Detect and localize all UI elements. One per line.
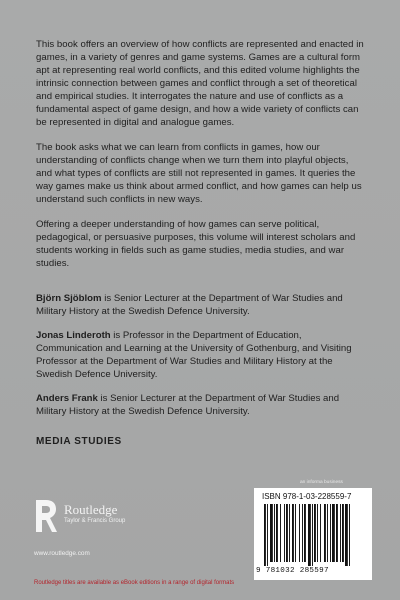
description-paragraph: Offering a deeper understanding of how games can serve political, pedagogical, or persuasive purposes, this volume will interest scholars and students working in fields such as game studies, media studies, and war studies. xyxy=(36,219,356,269)
description-paragraph: This book offers an overview of how conflicts are represented and enacted in games, in a variety of genres and game systems. Games are a cultural form apt at representing real world conflicts, and this edited volume highlights the intrinsic connection between games and conflict through a set of theoretical and empirical studies. It interrogates the nature and use of conflicts as a fundamental aspect of game design, and how a wide variety of conflicts can be represented in digital and analogue games. xyxy=(36,39,364,128)
publisher-group: Taylor & Francis Group xyxy=(64,518,126,524)
subject-category: MEDIA STUDIES xyxy=(36,436,122,447)
barcode-digits: 9 781032 285597 xyxy=(256,567,329,575)
editor-name: Björn Sjöblom xyxy=(36,293,102,304)
editor-bio-text: is Senior Lecturer at the Department of War Studies and Military History at the Swedish Defence University. xyxy=(36,393,340,417)
barcode-icon xyxy=(264,504,364,566)
ebook-note: Routledge titles are available as eBook editions in a range of digital formats xyxy=(34,580,235,586)
publisher-logo xyxy=(34,498,174,542)
cover-text xyxy=(36,38,366,447)
editor-bio xyxy=(36,292,366,318)
editor-name: Jonas Linderoth xyxy=(36,330,111,341)
isbn-barcode-box xyxy=(254,488,372,580)
editor-bio xyxy=(36,329,366,381)
publisher-name: Routledge xyxy=(64,502,118,517)
editor-name: Anders Frank xyxy=(36,393,98,404)
editor-bio-text: is Senior Lecturer at the Department of War Studies and Military History at the Swedish Defence University. xyxy=(36,293,343,317)
routledge-logo-icon xyxy=(34,498,58,534)
informa-tagline: an informa business xyxy=(300,480,343,485)
editor-bio xyxy=(36,392,366,418)
description-paragraph: The book asks what we can learn from conflicts in games, how our understanding of conflicts change when we turn them into playful objects, and what types of conflicts are still not represented in games. It queries the way games make us think about armed conflict, and how games can help us understand such conflicts in new ways. xyxy=(36,142,362,205)
editor-bio-text: is Professor in the Department of Education, Communication and Learning at the University of Gothenburg, and Visiting Professor at the Department of War Studies and Military History at the Swedish Defence University. xyxy=(36,330,352,380)
isbn-label: ISBN 978-1-03-228559-7 xyxy=(262,492,352,501)
publisher-url: www.routledge.com xyxy=(34,550,90,557)
